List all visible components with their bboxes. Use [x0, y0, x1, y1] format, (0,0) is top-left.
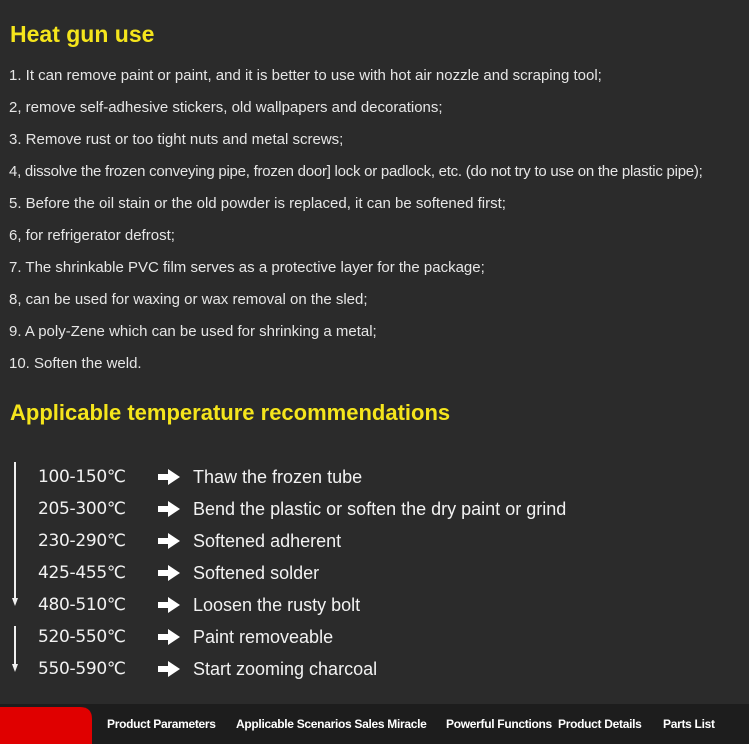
- right-arrow-icon: [158, 501, 193, 517]
- temperature-description: Paint removeable: [193, 626, 334, 647]
- nav-powerful-functions[interactable]: Powerful Functions: [446, 717, 552, 731]
- temperature-row: [38, 589, 566, 621]
- temperature-range: 550-590℃: [38, 659, 126, 679]
- heat-gun-use-heading: Heat gun use: [10, 21, 155, 47]
- temperature-row: [38, 557, 566, 589]
- temperature-range: 480-510℃: [38, 595, 126, 615]
- temperature-description: Start zooming charcoal: [193, 658, 378, 679]
- nav-product-parameters[interactable]: Product Parameters: [107, 717, 216, 731]
- temperature-description: Softened solder: [193, 562, 320, 583]
- heat-gun-use-list: [9, 66, 703, 386]
- temperature-row: [38, 461, 566, 493]
- temperature-description: Thaw the frozen tube: [193, 466, 363, 487]
- list-item: 4, dissolve the frozen conveying pipe, frozen door] lock or padlock, etc. (do not try to use on the plastic pipe);: [9, 163, 703, 180]
- right-arrow-icon: [158, 565, 193, 581]
- temperature-list: [38, 461, 566, 685]
- temperature-range: 230-290℃: [38, 531, 126, 551]
- list-item: 9. A poly-Zene which can be used for shrinking a metal;: [9, 323, 377, 340]
- right-arrow-icon: [158, 533, 193, 549]
- list-item: 8, can be used for waxing or wax removal on the sled;: [9, 291, 368, 308]
- temperature-row: [38, 621, 566, 653]
- temperature-row: [38, 653, 566, 685]
- list-item: 10. Soften the weld.: [9, 355, 142, 372]
- temperature-range: 520-550℃: [38, 627, 126, 647]
- list-item: 2, remove self-adhesive stickers, old wallpapers and decorations;: [9, 99, 443, 116]
- temperature-description: Bend the plastic or soften the dry paint or grind: [193, 498, 567, 519]
- temperature-row: [38, 493, 566, 525]
- temperature-heading: Applicable temperature recommendations: [10, 400, 451, 425]
- footer-accent-tab: [0, 704, 92, 744]
- list-item: 3. Remove rust or too tight nuts and metal screws;: [9, 131, 344, 148]
- down-arrow-icon: [12, 462, 18, 606]
- temperature-description: Softened adherent: [193, 530, 342, 551]
- temperature-row: [38, 525, 566, 557]
- right-arrow-icon: [158, 597, 193, 613]
- list-item: 7. The shrinkable PVC film serves as a protective layer for the package;: [9, 259, 485, 276]
- down-arrow-icon: [12, 626, 18, 672]
- list-item: 6, for refrigerator defrost;: [9, 227, 175, 244]
- right-arrow-icon: [158, 629, 193, 645]
- list-item: 1. It can remove paint or paint, and it is better to use with hot air nozzle and scraping tool;: [9, 67, 602, 84]
- footer-nav: [0, 704, 749, 744]
- temperature-description: Loosen the rusty bolt: [193, 594, 361, 615]
- temperature-range: 205-300℃: [38, 499, 126, 519]
- nav-parts-list[interactable]: Parts List: [663, 717, 715, 731]
- nav-product-details[interactable]: Product Details: [558, 717, 642, 731]
- temperature-range: 100-150℃: [38, 467, 126, 487]
- right-arrow-icon: [158, 469, 193, 485]
- temperature-range: 425-455℃: [38, 563, 126, 583]
- nav-applicable-scenarios[interactable]: Applicable Scenarios Sales Miracle: [236, 717, 427, 731]
- right-arrow-icon: [158, 661, 193, 677]
- list-item: 5. Before the oil stain or the old powder is replaced, it can be softened first;: [9, 195, 506, 212]
